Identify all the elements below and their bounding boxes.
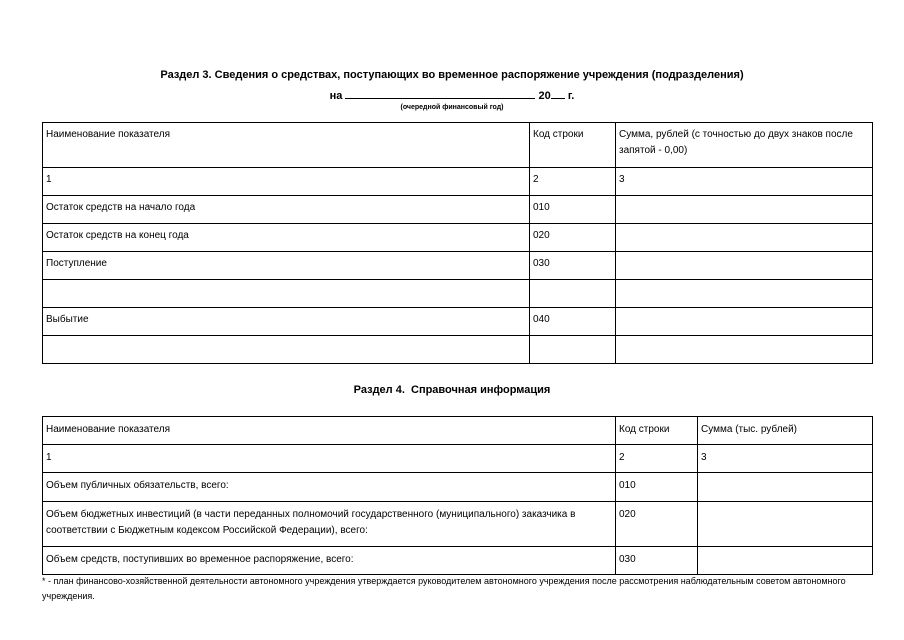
- row-name: Объем бюджетных инвестиций (в части переданных полномочий государственного (муниципального) заказчика в соответствии с Бюджетным кодексом Российской Федерации), всего:: [43, 502, 616, 547]
- table-row: [43, 308, 873, 336]
- header-line-code: Код строки: [530, 123, 616, 168]
- row-name: Остаток средств на конец года: [43, 224, 530, 252]
- column-number-row: [43, 445, 873, 473]
- column-number-2: 2: [616, 445, 698, 473]
- column-number-3: 3: [616, 168, 873, 196]
- column-number-2: 2: [530, 168, 616, 196]
- table-row: [43, 547, 873, 575]
- table-row: [43, 252, 873, 280]
- row-name: [43, 280, 530, 308]
- header-indicator-name: Наименование показателя: [43, 123, 530, 168]
- row-code: 020: [616, 502, 698, 547]
- section4-table: [42, 416, 873, 575]
- footnote: * - план финансово-хозяйственной деятельности автономного учреждения утверждается руководителем автономного учреждения после рассмотрения наблюдательным советом автономного учреждения.: [42, 576, 846, 601]
- row-name: Объем публичных обязательств, всего:: [43, 473, 616, 502]
- row-sum-cell[interactable]: [698, 473, 873, 502]
- row-name: [43, 336, 530, 364]
- row-code: 040: [530, 308, 616, 336]
- row-sum-cell[interactable]: [698, 502, 873, 547]
- table-row: [43, 280, 873, 308]
- date-year-prefix: 20: [535, 90, 551, 102]
- header-sum: Сумма (тыс. рублей): [698, 417, 873, 445]
- header-indicator-name: Наименование показателя: [43, 417, 616, 445]
- row-code: 030: [530, 252, 616, 280]
- column-number-3: 3: [698, 445, 873, 473]
- row-sum-cell[interactable]: [698, 547, 873, 575]
- row-name: Объем средств, поступивших во временное распоряжение, всего:: [43, 547, 616, 575]
- table-row: [43, 502, 873, 547]
- row-sum-cell[interactable]: [616, 280, 873, 308]
- row-name: Выбытие: [43, 308, 530, 336]
- row-name: Поступление: [43, 252, 530, 280]
- column-number-1: 1: [43, 168, 530, 196]
- table-header-row: [43, 123, 873, 168]
- row-sum-cell[interactable]: [616, 196, 873, 224]
- column-number-1: 1: [43, 445, 616, 473]
- table-row: [43, 473, 873, 502]
- table-row: [43, 196, 873, 224]
- section3-table: [42, 122, 873, 364]
- section3-subnote: (очередной финансовый год): [400, 104, 504, 111]
- date-prefix: на: [329, 90, 346, 102]
- row-sum-cell[interactable]: [616, 224, 873, 252]
- row-code: 020: [530, 224, 616, 252]
- section4-title: Раздел 4. Справочная информация: [353, 384, 551, 396]
- row-sum-cell[interactable]: [616, 252, 873, 280]
- header-line-code: Код строки: [616, 417, 698, 445]
- date-blank-field: [345, 87, 535, 99]
- row-code: 030: [616, 547, 698, 575]
- row-code: 010: [616, 473, 698, 502]
- table-row: [43, 224, 873, 252]
- year-blank-field: [551, 87, 565, 99]
- date-suffix: г.: [564, 90, 575, 102]
- row-code: 010: [530, 196, 616, 224]
- row-sum-cell[interactable]: [616, 308, 873, 336]
- row-name: Остаток средств на начало года: [43, 196, 530, 224]
- section3-date-line: [0, 87, 904, 103]
- row-sum-cell[interactable]: [616, 336, 873, 364]
- column-number-row: [43, 168, 873, 196]
- row-code: [530, 280, 616, 308]
- table-row: [43, 336, 873, 364]
- table-header-row: [43, 417, 873, 445]
- header-sum: Сумма, рублей (с точностью до двух знаков после запятой - 0,00): [616, 123, 873, 168]
- row-code: [530, 336, 616, 364]
- section3-title: Раздел 3. Сведения о средствах, поступающих во временное распоряжение учреждения (подразделения): [160, 69, 744, 81]
